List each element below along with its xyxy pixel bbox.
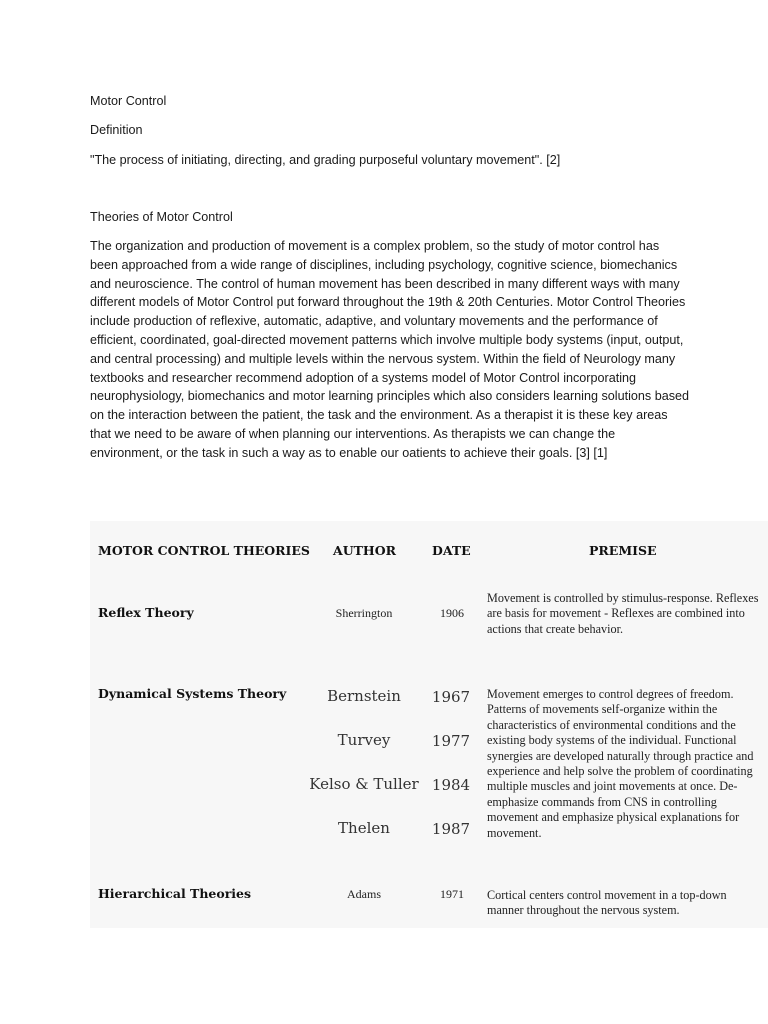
header-theories: MOTOR CONTROL THEORIES [98,543,310,558]
hierarchical-date: 1971 [440,887,464,901]
reflex-date: 1906 [440,606,464,620]
dynamical-author-1: Bernstein [327,687,401,705]
reflex-author: Sherrington [335,606,393,620]
dynamical-author-4: Thelen [338,819,390,837]
body-paragraph: The organization and production of movement is a complex problem, so the study of motor control has been approached from a wide range of disciplines, including psychology, cognitive science, biomechanics and neuroscience. The control of human movement has been described in many different ways with many different models of Motor Control put forward throughout the 19th & 20th Centuries. Motor Control Theories include production of reflexive, automatic, adaptive, and voluntary movements and the performance of efficient, coordinated, goal-directed movement patterns which involve multiple body systems (input, output, and central processing) and multiple levels within the nervous system. Within the field of Neurology many textbooks and researcher recommend adoption of a systems model of Motor Control incorporating neurophysiology, biomechanics and motor learning principles which also considers learning solutions based on the interaction between the patient, the task and the environment. As a therapist it is these key areas that we need to be aware of when planning our interventions. As therapists we can change the environment, or the task in such a way as to enable our oatients to achieve their goals. [3] [1] [90,239,690,460]
header-author: AUTHOR [333,543,396,558]
dynamical-date-2: 1977 [431,732,471,750]
hierarchical-premise: Cortical centers control movement in a top-down manner throughout the nervous system. [487,888,727,918]
dynamical-date-3: 1984 [431,776,471,794]
dynamical-author-3: Kelso & Tuller [309,775,419,793]
theories-table [90,521,768,928]
dynamical-theory-name: Dynamical Systems Theory [98,686,287,701]
definition-heading: Definition [90,123,143,137]
dynamical-author-2: Turvey [337,731,391,749]
hierarchical-author: Adams [347,887,381,901]
header-date: DATE [432,543,471,558]
header-premise: PREMISE [589,543,657,558]
dynamical-date-4: 1987 [431,820,471,838]
hierarchical-theory-name: Hierarchical Theories [98,886,252,901]
reflex-theory-name: Reflex Theory [98,605,194,620]
document-title: Motor Control [90,94,167,108]
definition-quote: "The process of initiating, directing, and grading purposeful voluntary movement". [2] [90,153,561,167]
dynamical-date-1: 1967 [431,688,471,706]
theories-heading: Theories of Motor Control [90,210,233,224]
reflex-premise: Movement is controlled by stimulus-response. Reflexes are basis for movement - Reflexes are combined into actions that create behavior. [487,591,759,636]
dynamical-premise: Movement emerges to control degrees of freedom. Patterns of movements self-organize within the characteristics of environmental conditions and the existing body systems of the individual. Functional synergies are developed naturally through practice and experience and help solve the problem of coordinating multiple muscles and joint movements at once. De-emphasize commands from CNS in controlling movement and emphasize physical explanations for movement. [487,687,754,840]
